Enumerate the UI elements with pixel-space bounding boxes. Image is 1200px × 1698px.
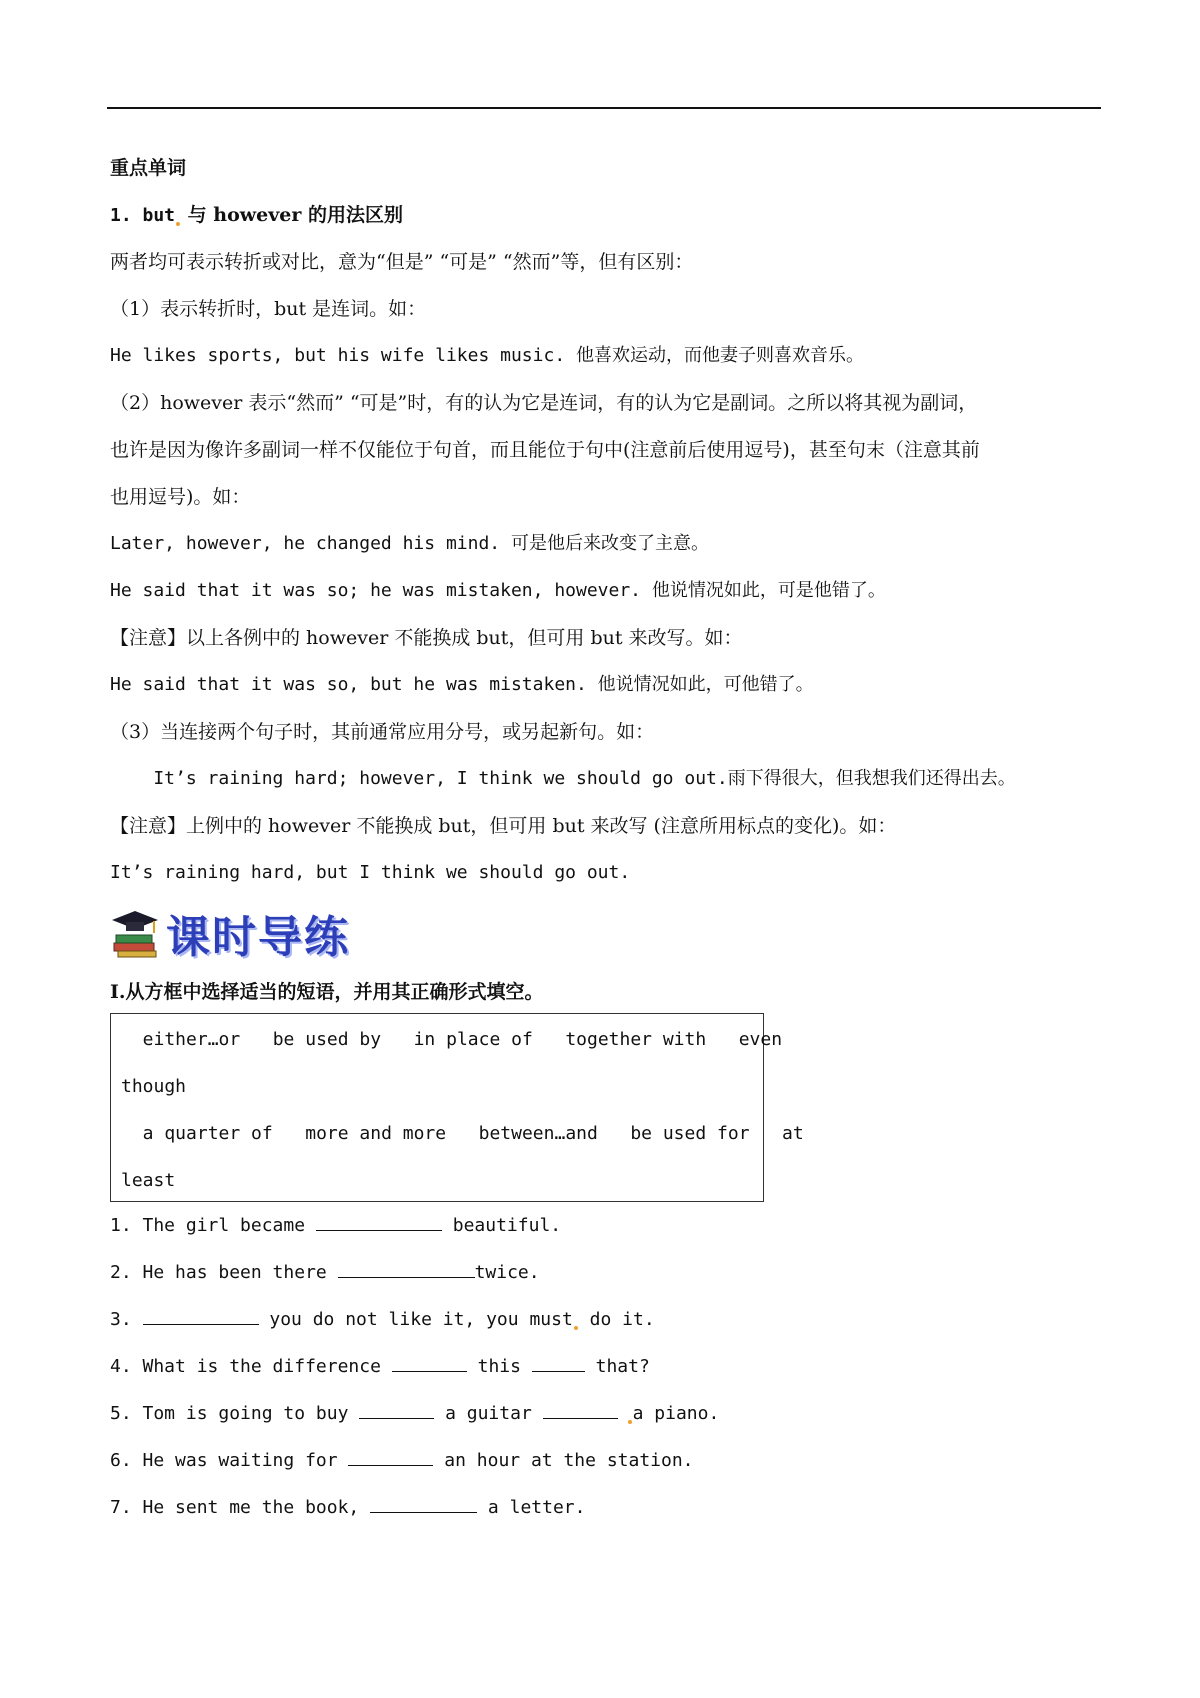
question-text: 7. He sent me the book, (110, 1497, 371, 1518)
item-title (110, 203, 403, 228)
marker-dot (574, 1326, 578, 1330)
phrase-box-line: least (121, 1170, 176, 1191)
question-text: beautiful. (441, 1215, 562, 1236)
phrase-box-line: either…or be used by in place of together with even (121, 1029, 783, 1050)
question-text: that? (584, 1356, 650, 1377)
question-text: 4. What is the difference (110, 1356, 392, 1377)
question-1 (110, 1212, 561, 1238)
example-3: He said that it was so; he was mistaken, however. 他说情况如此，可是他错了。 (110, 580, 886, 601)
example-6: It’s raining hard, but I think we should go out. (110, 862, 631, 883)
example-4: He said that it was so, but he was mistaken. 他说情况如此，可他错了。 (110, 674, 814, 695)
question-text: a guitar (434, 1403, 543, 1424)
question-2 (110, 1259, 540, 1285)
intro-text: 两者均可表示转折或对比，意为“但是” “可是” “然而”等，但有区别： (110, 251, 694, 273)
answer-blank[interactable] (143, 1306, 259, 1325)
question-text: 6. He was waiting for (110, 1450, 349, 1471)
point-2-line-2: 也许是因为像许多副词一样不仅能位于句首，而且能位于句中(注意前后使用逗号)，甚至句末（注意其前 (110, 439, 980, 461)
question-5 (110, 1400, 719, 1426)
question-text: 5. Tom is going to buy (110, 1403, 360, 1424)
marker-dot (176, 222, 180, 226)
note-1: 【注意】以上各例中的 however 不能换成 but，但可用 but 来改写。如： (110, 627, 743, 649)
note-2: 【注意】上例中的 however 不能换成 but，但可用 but 来改写 (注意所用标点的变化)。如： (110, 815, 897, 837)
answer-blank[interactable] (532, 1353, 585, 1372)
answer-blank[interactable] (348, 1447, 433, 1466)
answer-blank[interactable] (359, 1400, 434, 1419)
example-5: It’s raining hard; however, I think we should go out.雨下得很大，但我想我们还得出去。 (110, 768, 1016, 789)
question-4 (110, 1353, 650, 1379)
question-7 (110, 1494, 585, 1520)
example-1: He likes sports, but his wife likes music. 他喜欢运动，而他妻子则喜欢音乐。 (110, 345, 864, 366)
question-text: a letter. (477, 1497, 586, 1518)
point-2-line-1: （2）however 表示“然而” “可是”时，有的认为它是连词，有的认为它是副词。之所以将其视为副词， (110, 392, 978, 414)
marker-dot (628, 1420, 632, 1424)
answer-blank[interactable] (338, 1259, 475, 1278)
question-text: 1. The girl became (110, 1215, 316, 1236)
phrase-box (110, 1013, 804, 1202)
books-graduation-cap-icon (110, 907, 160, 959)
question-text: this (466, 1356, 532, 1377)
question-text: you do not like it, you must (258, 1309, 573, 1330)
question-text: 2. He has been there (110, 1262, 338, 1283)
question-text: do it. (578, 1309, 655, 1330)
header-rule (107, 107, 1101, 109)
lesson-banner (110, 905, 350, 961)
question-3 (110, 1306, 655, 1332)
phrase-box-line: though (121, 1076, 187, 1097)
question-text: twice. (474, 1262, 540, 1283)
point-2-line-3: 也用逗号)。如： (110, 486, 251, 508)
exercise-title: Ⅰ.从方框中选择适当的短语，并用其正确形式填空。 (110, 981, 544, 1003)
example-2: Later, however, he changed his mind. 可是他后来改变了主意。 (110, 533, 709, 554)
answer-blank[interactable] (316, 1212, 442, 1231)
question-6 (110, 1447, 694, 1473)
point-1: （1）表示转折时，but 是连词。如： (110, 298, 427, 320)
question-text: an hour at the station. (433, 1450, 694, 1471)
banner-title: 课时导练 (166, 912, 350, 963)
phrase-box-line: a quarter of more and more between…and be used for at (121, 1123, 804, 1144)
question-text: 3. (110, 1309, 143, 1330)
answer-blank[interactable] (392, 1353, 467, 1372)
item-title-pre: 1. but (110, 205, 176, 226)
question-text: a piano. (632, 1403, 720, 1424)
point-3: （3）当连接两个句子时，其前通常应用分号，或另起新句。如： (110, 721, 655, 743)
item-title-post: 与 however 的用法区别 (181, 204, 403, 226)
answer-blank[interactable] (370, 1494, 477, 1513)
section-heading: 重点单词 (110, 157, 187, 179)
answer-blank[interactable] (543, 1400, 618, 1419)
